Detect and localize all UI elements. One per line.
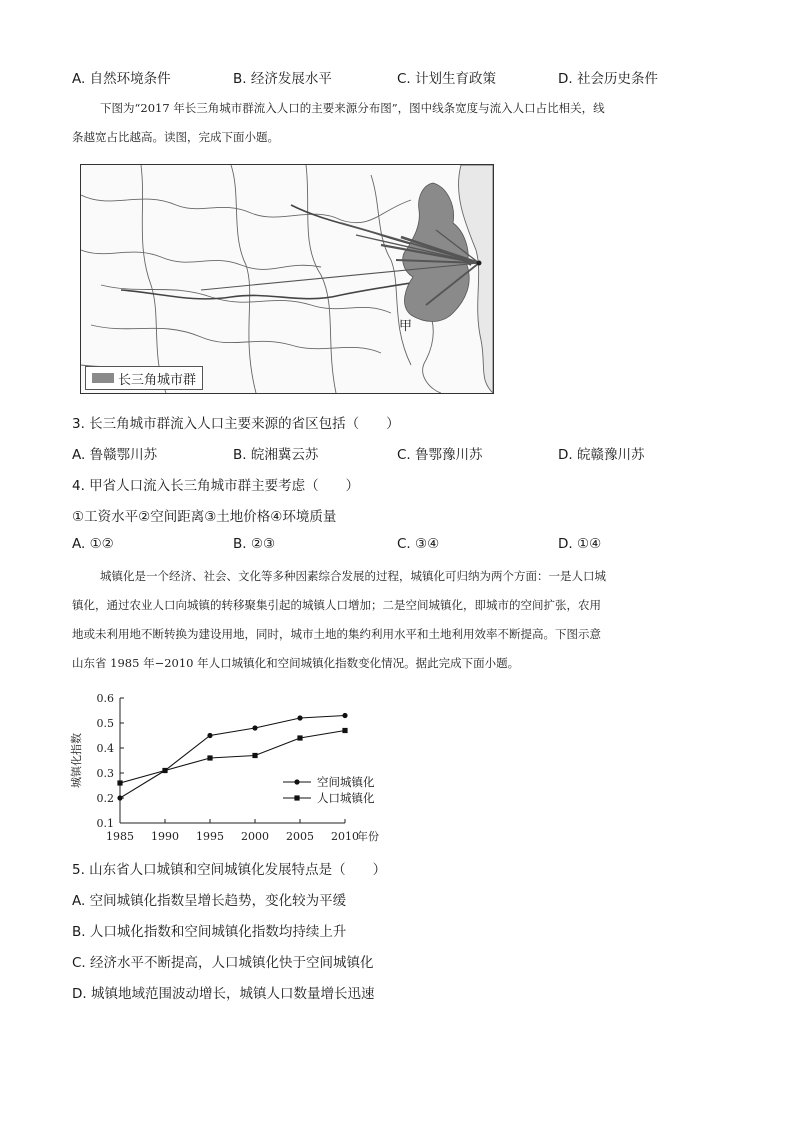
q5-option-d: D. 城镇地域范围波动增长，城镇人口数量增长迅速 (72, 986, 375, 1002)
y-tick-label: 0.1 (96, 817, 114, 830)
map-label-jia: 甲 (399, 319, 413, 334)
x-tick-label: 2000 (241, 830, 269, 843)
legend-marker-2 (294, 795, 299, 800)
q4-stem: 4. 甲省人口流入长三角城市群主要考虑（ ） (72, 478, 360, 494)
legend-swatch (92, 373, 114, 383)
series-2-point (252, 753, 257, 758)
intro2-line1: 城镇化是一个经济、社会、文化等多种因素综合发展的过程，城镇化可归纳为两个方面：一是人口城 (100, 569, 606, 583)
legend-label: 长三角城市群 (118, 372, 197, 388)
y-tick-label: 0.5 (96, 717, 114, 730)
q3-option-d: D. 皖赣豫川苏 (558, 447, 645, 463)
shanghai-point (477, 261, 482, 266)
q3-stem: 3. 长三角城市群流入人口主要来源的省区包括（ ） (72, 416, 400, 432)
x-tick-label: 1990 (151, 830, 179, 843)
y-tick-label: 0.3 (96, 767, 114, 780)
series-2-point (162, 768, 167, 773)
intro2-line3: 地或未利用地不断转换为建设用地，同时，城市土地的集约利用水平和土地利用效率不断提高。下图示意 (72, 627, 601, 641)
q5-option-b: B. 人口城化指数和空间城镇化指数均持续上升 (72, 924, 347, 940)
q2-option-a: A. 自然环境条件 (72, 71, 171, 87)
intro-paragraph-1 (72, 94, 722, 152)
q5-stem: 5. 山东省人口城镇和空间城镇化发展特点是（ ） (72, 862, 387, 878)
series-2-point (117, 780, 122, 785)
series-1-point (342, 713, 347, 718)
intro2-line2: 镇化，通过农业人口向城镇的转移聚集引起的城镇人口增加；二是空间城镇化，即城市的空间扩张，农用 (72, 598, 601, 612)
q4-option-b: B. ②③ (233, 536, 276, 552)
x-tick-label: 2010 (331, 830, 359, 843)
q2-option-b: B. 经济发展水平 (233, 71, 332, 87)
series-2-point (207, 755, 212, 760)
q3-option-c: C. 鲁鄂豫川苏 (397, 447, 483, 463)
intro1-line1: 下图为“2017 年长三角城市群流入人口的主要来源分布图”，图中线条宽度与流入人口占比相关，线 (100, 101, 605, 115)
q2-option-d: D. 社会历史条件 (558, 71, 658, 87)
intro1-line2: 条越宽占比越高。读图，完成下面小题。 (72, 130, 279, 144)
q2-option-c: C. 计划生育政策 (397, 71, 497, 87)
series-1-point (297, 715, 302, 720)
intro2-line4: 山东省 1985 年−2010 年人口城镇化和空间城镇化指数变化情况。据此完成下面小题。 (72, 656, 520, 670)
urbanization-line-chart (70, 688, 400, 848)
map-drawing (81, 165, 493, 393)
q5-option-a: A. 空间城镇化指数呈增长趋势，变化较为平缓 (72, 893, 347, 909)
x-axis-suffix: 年份 (357, 830, 379, 843)
series-1-point (207, 733, 212, 738)
x-tick-label: 2005 (286, 830, 314, 843)
y-tick-label: 0.2 (96, 792, 114, 805)
yangtze-delta-migration-map (80, 164, 494, 394)
series-1-point (252, 725, 257, 730)
legend-label-1: 空间城镇化 (317, 775, 375, 789)
q4-option-c: C. ③④ (397, 536, 440, 552)
intro-paragraph-2 (72, 562, 722, 678)
series-2-point (342, 728, 347, 733)
series-line-2 (120, 731, 345, 784)
q3-option-a: A. 鲁赣鄂川苏 (72, 447, 158, 463)
map-legend (85, 366, 203, 390)
y-tick-label: 0.4 (96, 742, 114, 755)
q4-option-a: A. ①② (72, 536, 114, 552)
y-axis-label: 城镇化指数 (70, 733, 83, 788)
series-2-point (297, 735, 302, 740)
series-1-point (117, 795, 122, 800)
q5-option-c: C. 经济水平不断提高，人口城镇化快于空间城镇化 (72, 955, 374, 971)
q3-option-b: B. 皖湘冀云苏 (233, 447, 319, 463)
q4-option-d: D. ①④ (558, 536, 602, 552)
q4-items: ①工资水平②空间距离③土地价格④环境质量 (72, 509, 337, 525)
x-tick-label: 1985 (106, 830, 134, 843)
legend-marker-1 (294, 779, 299, 784)
legend-label-2: 人口城镇化 (317, 791, 375, 805)
y-tick-label: 0.6 (96, 692, 114, 705)
x-tick-label: 1995 (196, 830, 224, 843)
